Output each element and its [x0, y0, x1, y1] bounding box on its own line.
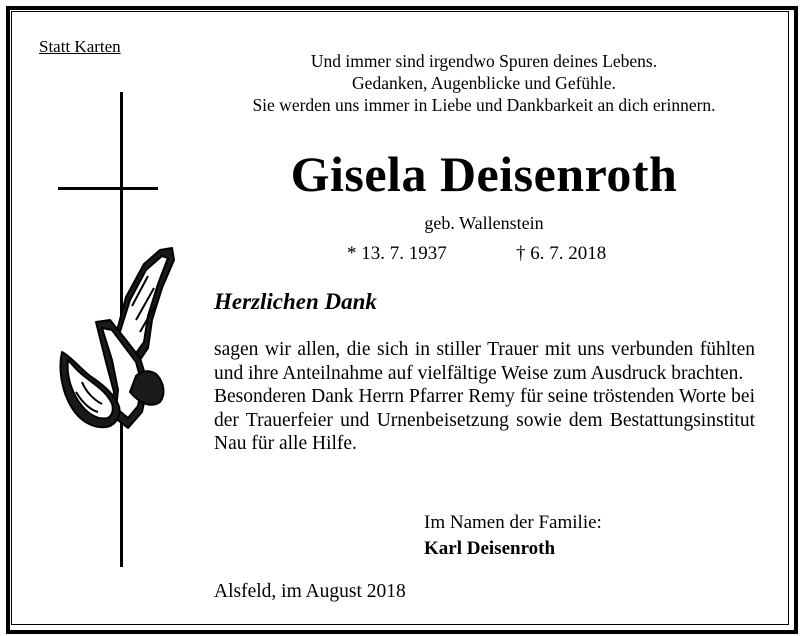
death-date: † 6. 7. 2018	[516, 243, 607, 264]
verse-line-2: Gedanken, Augenblicke und Gefühle.	[352, 73, 616, 93]
praying-hands-icon	[60, 248, 174, 428]
thanks-body	[214, 338, 755, 456]
thanks-paragraph-2: Besonderen Dank Herrn Pfarrer Remy für seine tröstenden Worte bei der Trauerfeier und Urnenbeisetzung sowie dem Bestattungsinstitut Nau für alle Hilfe.	[214, 386, 755, 454]
thanks-paragraph-1: sagen wir allen, die sich in stiller Trauer mit uns verbunden fühlten und ihre Anteilnahme auf vielfältige Weise zum Ausdruck brachten.	[214, 339, 755, 384]
thanks-heading: Herzlichen Dank	[214, 289, 377, 314]
verse-line-3: Sie werden uns immer in Liebe und Dankbarkeit an dich erinnern.	[252, 95, 716, 115]
place-date: Alsfeld, im August 2018	[214, 581, 406, 602]
signature-name: Karl Deisenroth	[424, 538, 556, 559]
maiden-name: geb. Wallenstein	[424, 213, 544, 233]
statt-karten-label: Statt Karten	[39, 37, 121, 56]
cross-icon	[56, 92, 186, 572]
signature-intro: Im Namen der Familie:	[424, 512, 602, 533]
birth-date: * 13. 7. 1937	[347, 243, 447, 264]
deceased-name: Gisela Deisenroth	[290, 146, 678, 202]
memorial-verse	[214, 50, 754, 116]
verse-line-1: Und immer sind irgendwo Spuren deines Lebens.	[310, 51, 658, 71]
